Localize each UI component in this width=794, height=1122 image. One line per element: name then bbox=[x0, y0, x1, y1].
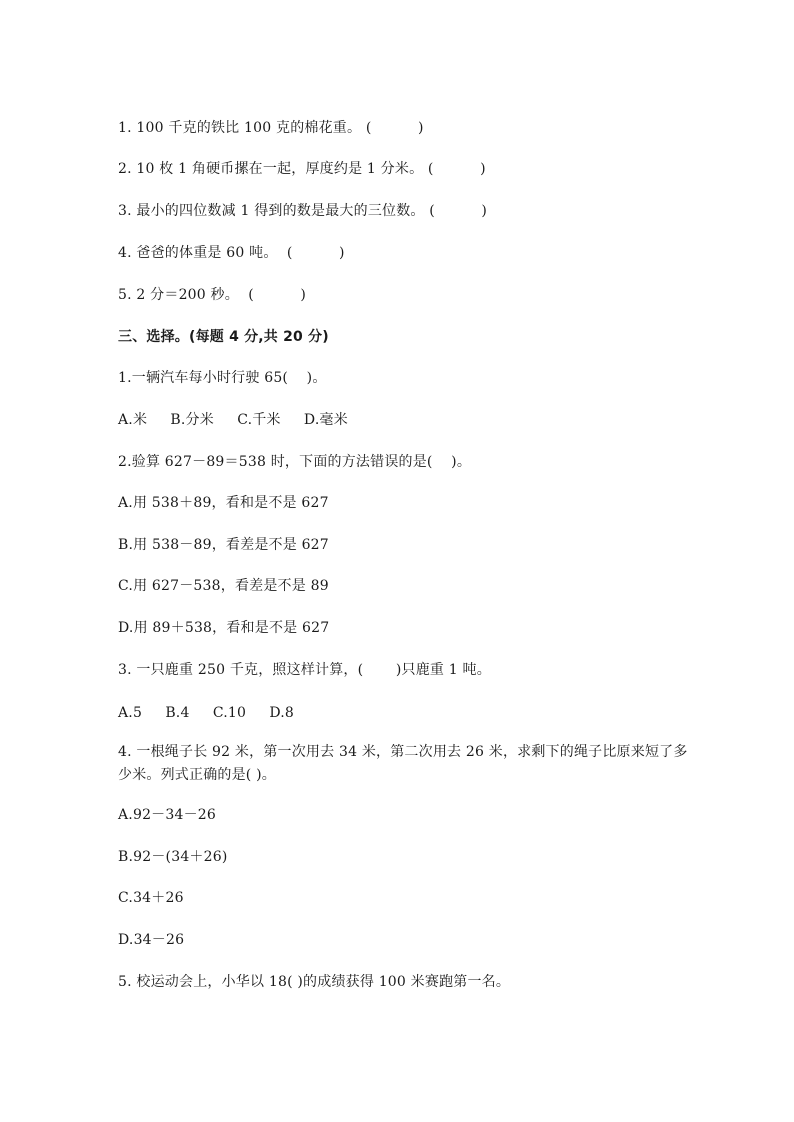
true-false-item-2: 2. 10 枚 1 角硬币摞在一起，厚度约是 1 分米。 ( ) bbox=[118, 161, 486, 177]
question-2-option-d: D.用 89＋538，看和是不是 627 bbox=[118, 620, 330, 636]
true-false-item-4: 4. 爸爸的体重是 60 吨。 ( ) bbox=[118, 245, 345, 261]
section-heading: 三、选择。(每题 4 分,共 20 分) bbox=[118, 329, 329, 345]
question-3-options: A.5 B.4 C.10 D.8 bbox=[118, 705, 295, 721]
question-3-stem: 3. 一只鹿重 250 千克，照这样计算，( )只鹿重 1 吨。 bbox=[118, 662, 491, 678]
question-5-stem: 5. 校运动会上，小华以 18( )的成绩获得 100 米赛跑第一名。 bbox=[118, 974, 511, 990]
question-1-stem: 1.一辆汽车每小时行驶 65( )。 bbox=[118, 370, 327, 386]
question-4-option-a: A.92－34－26 bbox=[118, 807, 217, 823]
question-4-option-b: B.92－(34＋26) bbox=[118, 849, 228, 865]
question-1-options: A.米 B.分米 C.千米 D.毫米 bbox=[118, 412, 348, 428]
question-2-option-a: A.用 538＋89，看和是不是 627 bbox=[118, 495, 329, 511]
question-4-stem: 4. 一根绳子长 92 米，第一次用去 34 米，第二次用去 26 米，求剩下的绳子比原来短了多少米。列式正确的是( )。 bbox=[118, 744, 688, 783]
question-2-stem: 2.验算 627－89＝538 时，下面的方法错误的是( )。 bbox=[118, 454, 472, 470]
question-4-option-d: D.34－26 bbox=[118, 932, 185, 948]
question-2-option-c: C.用 627－538，看差是不是 89 bbox=[118, 578, 329, 594]
question-4-option-c: C.34＋26 bbox=[118, 890, 184, 906]
true-false-item-3: 3. 最小的四位数减 1 得到的数是最大的三位数。 ( ) bbox=[118, 203, 488, 219]
true-false-item-1: 1. 100 千克的铁比 100 克的棉花重。 ( ) bbox=[118, 120, 424, 136]
true-false-item-5: 5. 2 分＝200 秒。 ( ) bbox=[118, 287, 307, 303]
question-2-option-b: B.用 538－89，看差是不是 627 bbox=[118, 537, 329, 553]
